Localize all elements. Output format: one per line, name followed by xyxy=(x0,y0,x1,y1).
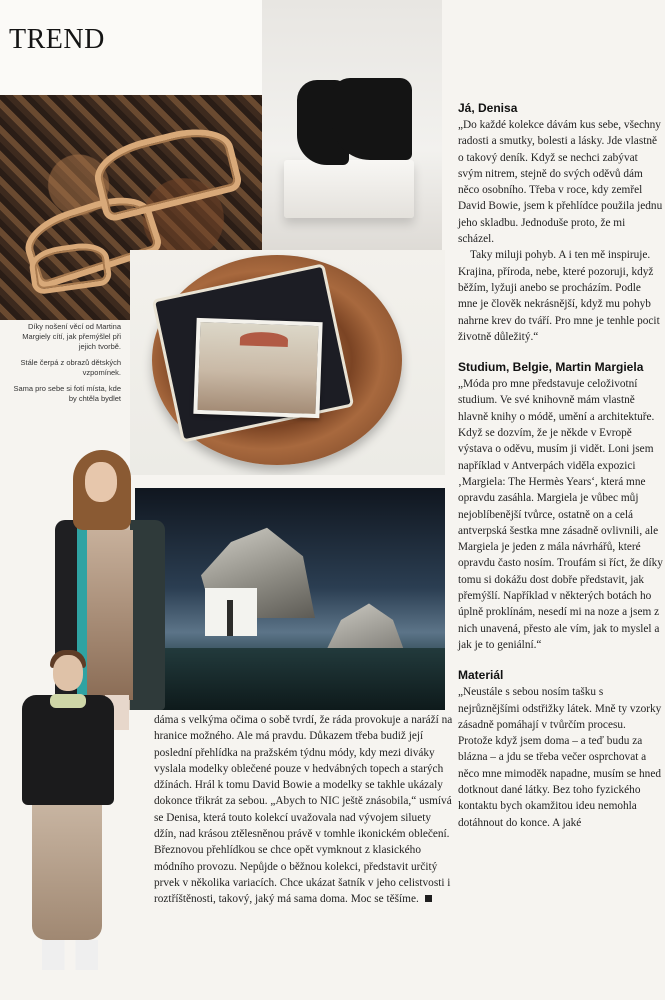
article-paragraph: dáma s velkýma očima o sobě tvrdí, že ráda provokuje a naráží na hranice možného. Ale má pravdu. Důkazem třeba budiž její poslední přehlídka na pražském týdnu módy, kdy mezi diváky vyslala modelky oblečené pouze v hedvábných topech a starých džínách. Hrál k tomu David Bowie a modelky se takhle ukázaly dokonce třikrát za sebou. „Abych to NIC ještě znásobila,“ usmívá se Denisa, která touto kolekcí uvažovala nad vývojem siluety džín, nad krásou ztělesněnou právě v tomhle ikonickém oblečení. Březnovou přehlídkou se chce opět vymknout z klasického módního provozu. Nepůjde o běžnou kolekci, představit určitý prvek v několika variacích. Chce ukázat šatník v jeho celistvosti i roztříštěnosti, takový, jaký má sama doma. Moc se těšíme. xyxy=(154,714,453,906)
section-material xyxy=(458,667,663,831)
caption-line: Díky nošení věcí od Martina Margiely cítí, jak přemýšlel při jejich tvorbě. xyxy=(22,322,121,351)
paragraph: „Neustále s sebou nosím tašku s nejrůznějšími odstřižky látek. Mně ty vzorky zásadně pomáhají v tvůrčím procesu. Protože když jsem doma – a teď budu za blázna – a jdu se třeba večer osprchovat a něco mne mimoděk napadne, musím se hned dotknout dané látky. Bez toho fyzického kontaktu bych okamžitou ideu nemohla dotáhnout do konce. A jaké xyxy=(458,686,662,829)
boots-photo xyxy=(262,0,442,250)
end-mark-icon xyxy=(425,895,432,902)
section-heading: Já, Denisa xyxy=(458,101,518,115)
section-studium xyxy=(458,359,663,653)
rock-house-photo xyxy=(135,488,445,710)
photo-caption xyxy=(6,322,121,410)
masthead xyxy=(0,0,262,95)
wallet-photo xyxy=(130,250,445,475)
paragraph: „Móda pro mne představuje celoživotní studium. Ve své knihovně mám vlastně hlavně knihy o módě, umění a architektuře. Když se dozvím, že je někde v Evropě výstava o oděvu, musím ji vidět. Loni jsem například v Antverpách viděla expozici ‚Margiela: The Hermès Years‘, která mne opravdu zasáhla. Margiela je vůbec můj nejoblíbenější tvůrce, ostatně on a celá antverpská šestka mne zásadně ovlivnili, ale Margiela je jeden z mála návrhářů, které opravdu často nosím. Troufám si říct, že díky tomu si dokážu dost dobře představit, jak přemýšlí. Například v některých botách ho úplně proklínám, nesedí mi na noze a jsem z nich unavená, přesto ale vím, jak to myslel a jak je to geniální.“ xyxy=(458,378,663,651)
section-heading: Materiál xyxy=(458,668,504,683)
caption-line: Sama pro sebe si fotí místa, kde by chtěla bydlet xyxy=(13,384,121,403)
paragraph: „Do každé kolekce dávám kus sebe, všechny radosti a smutky, bolesti a lásky. Jde vlastně o takový deník. Když se nechci zabývat svým nitrem, stejně do svých oděvů dám něco osobního. Třeba v roce, kdy zemřel David Bowie, jsem k přehlídce použila jednu jeho skladbu. Jednoduše proto, že mi scházel. xyxy=(458,119,663,246)
section-ja-denisa xyxy=(458,100,663,345)
caption-line: Stále čerpá z obrazů dětských vzpomínek. xyxy=(20,358,121,377)
right-column xyxy=(458,100,663,845)
model-photo xyxy=(20,650,118,990)
paragraph: Taky miluji pohyb. A i ten mě inspiruje. Krajina, příroda, nebe, které pozoruji, když běžím, lyžuji anebo se procházím. Podle mne je člověk nekrásnější, když mu pohyb nahrne krev do tváří. Pro mne je tenhle pocit životně důležitý.“ xyxy=(458,249,660,343)
section-heading: Studium, Belgie, Martin Margiela xyxy=(458,360,644,375)
article-body xyxy=(154,712,454,908)
section-title: TREND xyxy=(9,24,105,55)
